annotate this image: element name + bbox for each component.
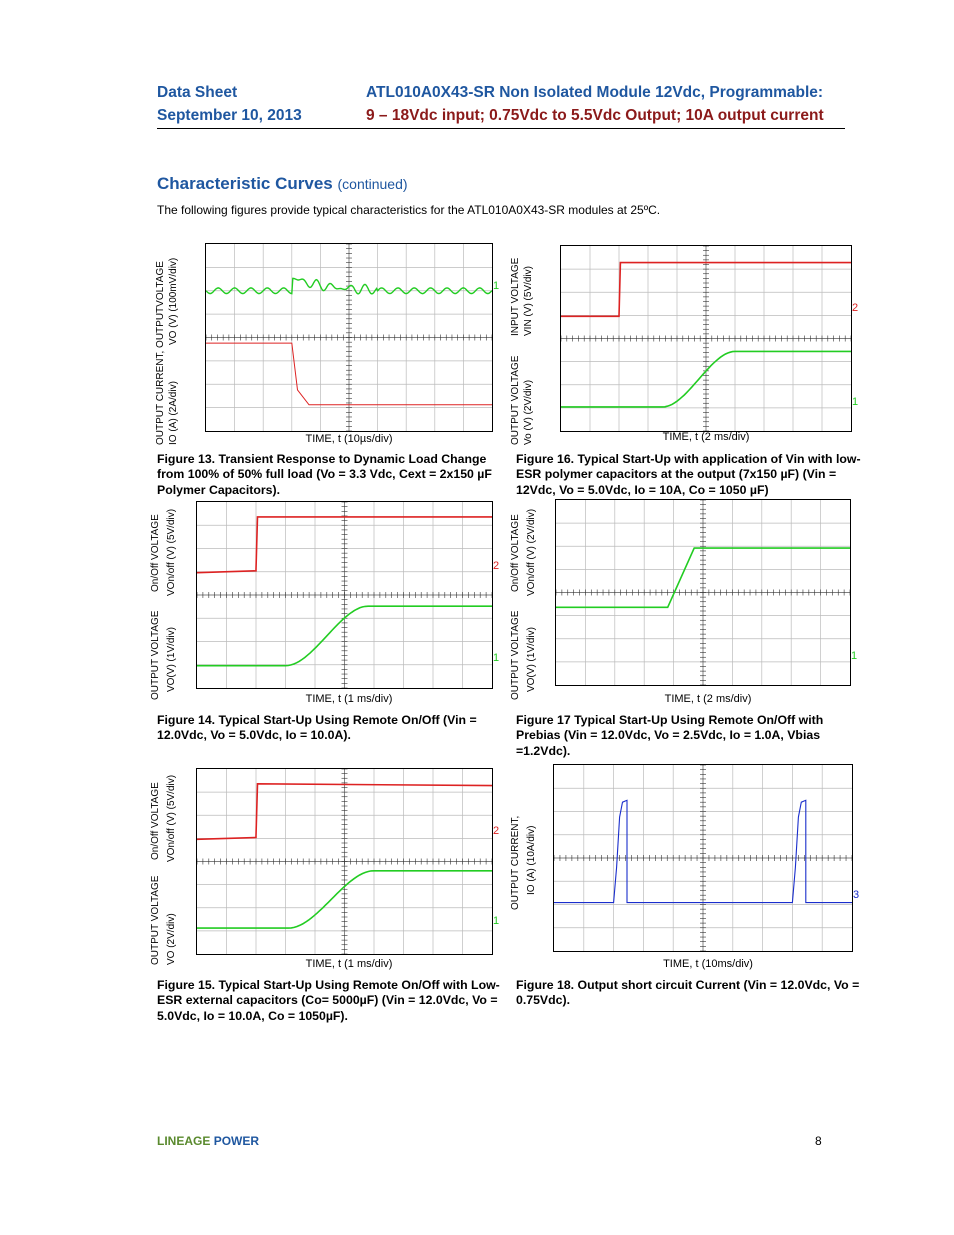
- f13-caption: Figure 13. Transient Response to Dynamic Load Change from 100% of 50% full load (Vo = 3.3 Vdc, Cext = 2x150 µF Polymer Capacitors).: [157, 452, 492, 497]
- f17-ylabel-a2: VOn/off (V) (2V/div): [526, 508, 537, 596]
- f15-ylabel-a2: VOn/off (V) (5V/div): [166, 774, 177, 862]
- f15-xlabel: TIME, t (1 ms/div): [305, 958, 393, 970]
- header-rule: [157, 128, 845, 129]
- f17-caption: Figure 17 Typical Start-Up Using Remote On/Off with Prebias (Vin = 12.0Vdc, Vo = 2.5Vdc, Io = 1.0A, Vbias =1.2Vdc).: [516, 713, 824, 758]
- f18-svg: [554, 765, 852, 951]
- f14-ylabel-a1: On/Off VOLTAGE: [150, 514, 161, 592]
- f14-xlabel: TIME, t (1 ms/div): [305, 693, 393, 705]
- f14-ch1-marker: 1: [493, 652, 500, 664]
- footer-brand: [157, 1134, 259, 1148]
- f13-ylabel-top: OUTPUT CURRENT, OUTPUTVOLTAGE: [155, 261, 166, 445]
- doc-type: Data Sheet: [157, 84, 238, 101]
- product-title: ATL010A0X43-SR Non Isolated Module 12Vdc, Programmable:: [366, 84, 824, 101]
- f15-ylabel-b1: OUTPUT VOLTAGE: [150, 875, 161, 965]
- f14-caption: Figure 14. Typical Start-Up Using Remote On/Off (Vin = 12.0Vdc, Vo = 5.0Vdc, Io = 10.0A).: [157, 713, 477, 743]
- f17-ylabel-b2: VO(V) (1V/div): [526, 626, 537, 692]
- f17-scope-plot: [555, 499, 851, 686]
- f17-svg: [556, 500, 850, 685]
- f14-ylabel-b2: VO(V) (1V/div): [166, 626, 177, 692]
- f16-ch1-marker: 1: [852, 396, 859, 408]
- f17-ch1-marker: 1: [851, 650, 858, 662]
- f17-ylabel-a1: On/Off VOLTAGE: [510, 514, 521, 592]
- f15-scope-plot: [196, 768, 493, 955]
- f14-scope-plot: [196, 501, 493, 689]
- f18-scope-plot: [553, 764, 853, 952]
- f15-svg: [197, 769, 492, 954]
- f16-ylabel-b1: OUTPUT VOLTAGE: [510, 355, 521, 445]
- f13-ylabel-a: VO (V) (100mV/div): [168, 257, 179, 345]
- f18-caption: Figure 18. Output short circuit Current (Vin = 12.0Vdc, Vo = 0.75Vdc).: [516, 978, 860, 1008]
- f17-grid: [556, 500, 850, 685]
- f14-ylabel-a2: VOn/off (V) (5V/div): [166, 508, 177, 596]
- f16-xlabel: TIME, t (2 ms/div): [662, 431, 750, 443]
- f16-ylabel-a1: INPUT VOLTAGE: [510, 257, 521, 336]
- section-continued: (continued): [337, 176, 408, 192]
- f14-ylabel-b1: OUTPUT VOLTAGE: [150, 610, 161, 700]
- f15-caption: Figure 15. Typical Start-Up Using Remote On/Off with Low-ESR external capacitors (Co= 5000µF) (Vin = 12.0Vdc, Vo = 5.0Vdc, Io = 10.0A, Co = 1050µF).: [157, 978, 500, 1023]
- f13-scope-plot: [205, 243, 493, 432]
- f16-svg: [561, 246, 851, 431]
- product-subtitle: 9 – 18Vdc input; 0.75Vdc to 5.5Vdc Output; 10A output current: [366, 107, 824, 124]
- f16-ch2-marker: 2: [852, 302, 859, 314]
- section-intro: The following figures provide typical characteristics for the ATL010A0X43-SR modules at 25ºC.: [157, 203, 661, 217]
- f15-ylabel-b2: VO (2V/div): [166, 913, 177, 965]
- f16-ylabel-b2: Vo (V) (2V/div): [523, 379, 534, 445]
- f15-ylabel-a1: On/Off VOLTAGE: [150, 782, 161, 860]
- f18-grid: [554, 765, 852, 951]
- f15-ch1-marker: 1: [493, 915, 500, 927]
- f14-grid: [197, 502, 492, 688]
- f13-xlabel: TIME, t (10µs/div): [305, 433, 393, 445]
- f14-svg: [197, 502, 492, 688]
- f13-svg: [206, 244, 492, 431]
- f18-xlabel: TIME, t (10ms/div): [663, 958, 753, 970]
- f18-ylabel-a2: IO (A) (10A/div): [526, 825, 537, 895]
- doc-date: September 10, 2013: [157, 107, 302, 124]
- f16-grid: [561, 246, 851, 431]
- f13-grid: [206, 244, 492, 431]
- page-number: 8: [815, 1134, 822, 1148]
- f13-ch1-marker: 1: [493, 280, 500, 292]
- f16-ylabel-a2: VIN (V) (5V/div): [523, 265, 534, 336]
- f18-ylabel-a1: OUTPUT CURRENT,: [510, 815, 521, 910]
- footer-brand-power: POWER: [213, 1134, 260, 1148]
- f17-ylabel-b1: OUTPUT VOLTAGE: [510, 610, 521, 700]
- f13-ylabel-b: IO (A) (2A/div): [168, 381, 179, 445]
- f14-ch2-marker: 2: [493, 560, 500, 572]
- section-title: Characteristic Curves (continued): [157, 174, 408, 193]
- f17-xlabel: TIME, t (2 ms/div): [664, 693, 752, 705]
- f15-grid: [197, 769, 492, 954]
- f16-caption: Figure 16. Typical Start-Up with application of Vin with low-ESR polymer capacitors at the output (7x150 µF) (Vin = 12Vdc, Vo = 5.0Vdc, Io = 10A, Co = 1050 µF): [516, 452, 861, 497]
- f16-scope-plot: [560, 245, 852, 432]
- f18-ch3-marker: 3: [853, 889, 860, 901]
- f15-ch2-marker: 2: [493, 825, 500, 837]
- footer-brand-lineage: LINEAGE: [157, 1134, 211, 1148]
